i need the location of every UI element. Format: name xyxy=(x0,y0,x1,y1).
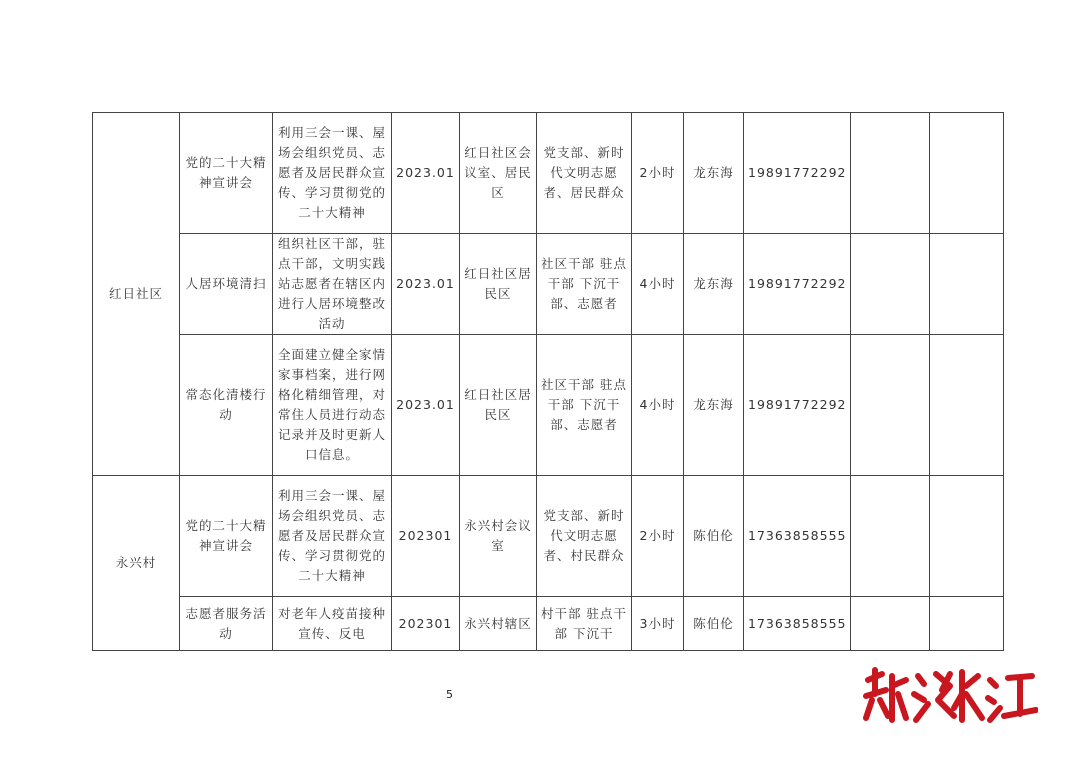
table-row xyxy=(93,234,1004,335)
activity-table xyxy=(92,112,1004,651)
contact-cell: 陈伯伦 xyxy=(684,597,744,651)
content-cell: 组织社区干部，驻点干部，文明实践站志愿者在辖区内进行人居环境整改活动 xyxy=(273,234,392,335)
contact-cell: 陈伯伦 xyxy=(684,476,744,597)
contact-cell: 龙东海 xyxy=(684,234,744,335)
empty-cell xyxy=(930,335,1004,476)
date-cell: 2023.01 xyxy=(392,335,460,476)
duration-cell: 4小时 xyxy=(632,335,684,476)
duration-cell: 2小时 xyxy=(632,113,684,234)
phone-cell: 19891772292 xyxy=(744,113,851,234)
content-cell: 利用三会一课、屋场会组织党员、志愿者及居民群众宣传、学习贯彻党的二十大精神 xyxy=(273,476,392,597)
phone-cell: 17363858555 xyxy=(744,597,851,651)
table-row xyxy=(93,476,1004,597)
empty-cell xyxy=(851,597,930,651)
participants-cell: 社区干部 驻点干部 下沉干部、志愿者 xyxy=(537,234,632,335)
empty-cell xyxy=(851,476,930,597)
empty-cell xyxy=(930,476,1004,597)
community-cell: 永兴村 xyxy=(93,476,180,651)
phone-cell: 19891772292 xyxy=(744,335,851,476)
duration-cell: 2小时 xyxy=(632,476,684,597)
table-row xyxy=(93,597,1004,651)
duration-cell: 4小时 xyxy=(632,234,684,335)
date-cell: 202301 xyxy=(392,476,460,597)
activity-cell: 党的二十大精神宣讲会 xyxy=(180,476,273,597)
empty-cell xyxy=(930,113,1004,234)
activity-cell: 志愿者服务活动 xyxy=(180,597,273,651)
contact-cell: 龙东海 xyxy=(684,335,744,476)
empty-cell xyxy=(851,335,930,476)
activity-cell: 党的二十大精神宣讲会 xyxy=(180,113,273,234)
location-cell: 红日社区居民区 xyxy=(460,234,537,335)
duration-cell: 3小时 xyxy=(632,597,684,651)
community-cell: 红日社区 xyxy=(93,113,180,476)
participants-cell: 党支部、新时代文明志愿者、村民群众 xyxy=(537,476,632,597)
location-cell: 永兴村会议室 xyxy=(460,476,537,597)
participants-cell: 村干部 驻点干部 下沉干 xyxy=(537,597,632,651)
phone-cell: 17363858555 xyxy=(744,476,851,597)
page-number: 5 xyxy=(446,688,453,701)
participants-cell: 党支部、新时代文明志愿者、居民群众 xyxy=(537,113,632,234)
content-cell: 对老年人疫苗接种宣传、反电 xyxy=(273,597,392,651)
location-cell: 红日社区会议室、居民区 xyxy=(460,113,537,234)
watermark-logo xyxy=(862,664,1038,726)
phone-cell: 19891772292 xyxy=(744,234,851,335)
activity-cell: 常态化清楼行动 xyxy=(180,335,273,476)
participants-cell: 社区干部 驻点干部 下沉干部、志愿者 xyxy=(537,335,632,476)
content-cell: 利用三会一课、屋场会组织党员、志愿者及居民群众宣传、学习贯彻党的二十大精神 xyxy=(273,113,392,234)
table-row xyxy=(93,335,1004,476)
empty-cell xyxy=(851,234,930,335)
table-row xyxy=(93,113,1004,234)
date-cell: 202301 xyxy=(392,597,460,651)
contact-cell: 龙东海 xyxy=(684,113,744,234)
empty-cell xyxy=(930,234,1004,335)
date-cell: 2023.01 xyxy=(392,234,460,335)
location-cell: 永兴村辖区 xyxy=(460,597,537,651)
empty-cell xyxy=(851,113,930,234)
activity-cell: 人居环境清扫 xyxy=(180,234,273,335)
date-cell: 2023.01 xyxy=(392,113,460,234)
empty-cell xyxy=(930,597,1004,651)
location-cell: 红日社区居民区 xyxy=(460,335,537,476)
content-cell: 全面建立健全家情家事档案，进行网格化精细管理，对常住人员进行动态记录并及时更新人口信息。 xyxy=(273,335,392,476)
